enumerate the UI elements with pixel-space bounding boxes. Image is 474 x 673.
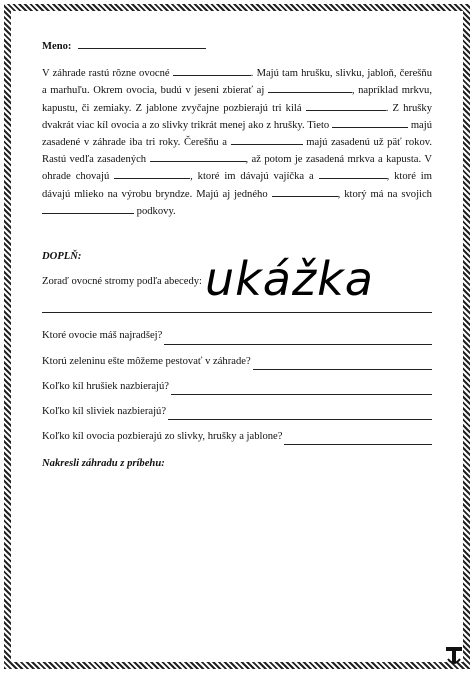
story-text: , napríklad mrkvu, kapustu, či zemiaky. Z jablone zvyčajne pozbierajú tri kilá: [42, 85, 432, 114]
story-text: , ktorý má na svojich: [337, 188, 432, 200]
question-text: Koľko kíl hrušiek nazbierajú?: [42, 380, 169, 392]
story-text: , ktoré im dávajú mlieko na výrobu bryndze. Majú aj jedného: [42, 171, 432, 200]
answer-line-6[interactable]: [284, 434, 432, 445]
question-2: [42, 327, 432, 344]
question-6: [42, 428, 432, 445]
question-5: [42, 403, 432, 420]
story-text: , až potom je zasadená mrkva a kapusta. V ohrade chovajú: [42, 154, 432, 183]
story-text: , ktoré im dávajú vajíčka a: [190, 171, 314, 183]
question-text: Koľko kíl sliviek nazbierajú?: [42, 406, 167, 418]
drawing-task-label: Nakresli záhradu z príbehu:: [42, 458, 165, 470]
name-blank[interactable]: [78, 38, 206, 49]
blank-10[interactable]: [42, 203, 134, 214]
answer-line-2[interactable]: [164, 334, 432, 345]
question-3: [42, 353, 432, 370]
story-text: V záhrade rastú rôzne ovocné: [42, 68, 170, 80]
blank-2[interactable]: [268, 82, 352, 93]
watermark-text: ukážka: [205, 252, 374, 306]
answer-line-3[interactable]: [253, 359, 432, 370]
blank-8[interactable]: [319, 168, 387, 179]
name-label: Meno:: [42, 41, 72, 52]
blank-6[interactable]: [150, 151, 246, 162]
story-text: majú zasadené v záhrade iba tri roky. Čerešňu a: [42, 119, 432, 149]
story-paragraph: [42, 65, 432, 220]
blank-1[interactable]: [173, 65, 251, 76]
publisher-logo-icon: [445, 646, 463, 668]
answer-line-4[interactable]: [171, 384, 432, 395]
name-field-row: [42, 38, 432, 55]
story-text: majú zasadenú už päť rokov. Rastú vedľa zasadených: [42, 137, 433, 166]
blank-9[interactable]: [272, 186, 338, 197]
story-text: podkovy.: [136, 205, 176, 217]
story-text: . Z hrušky dvakrát viac kíl ovocia a zo slivky trikrát menej ako z hrušky. Tieto: [42, 102, 432, 131]
question-4: [42, 378, 432, 395]
question-text: Ktoré ovocie máš najradšej?: [42, 330, 163, 342]
blank-4[interactable]: [332, 117, 408, 128]
answer-line-5[interactable]: [168, 409, 432, 420]
blank-5[interactable]: [231, 134, 303, 145]
blank-7[interactable]: [114, 168, 190, 179]
blank-3[interactable]: [306, 100, 386, 111]
question-text: Ktorú zeleninu ešte môžeme pestovať v záhrade?: [42, 355, 251, 367]
question-text: Zoraď ovocné stromy podľa abecedy:: [42, 276, 202, 288]
section-title: DOPLŇ:: [42, 251, 82, 263]
question-text: Koľko kíl ovocia pozbierajú zo slivky, hrušky a jablone?: [42, 431, 283, 443]
story-text: . Majú tam hrušku, slivku, jabloň, čerešňu a marhuľu. Okrem ovocia, budú v jeseni zbierať aj: [42, 68, 432, 97]
